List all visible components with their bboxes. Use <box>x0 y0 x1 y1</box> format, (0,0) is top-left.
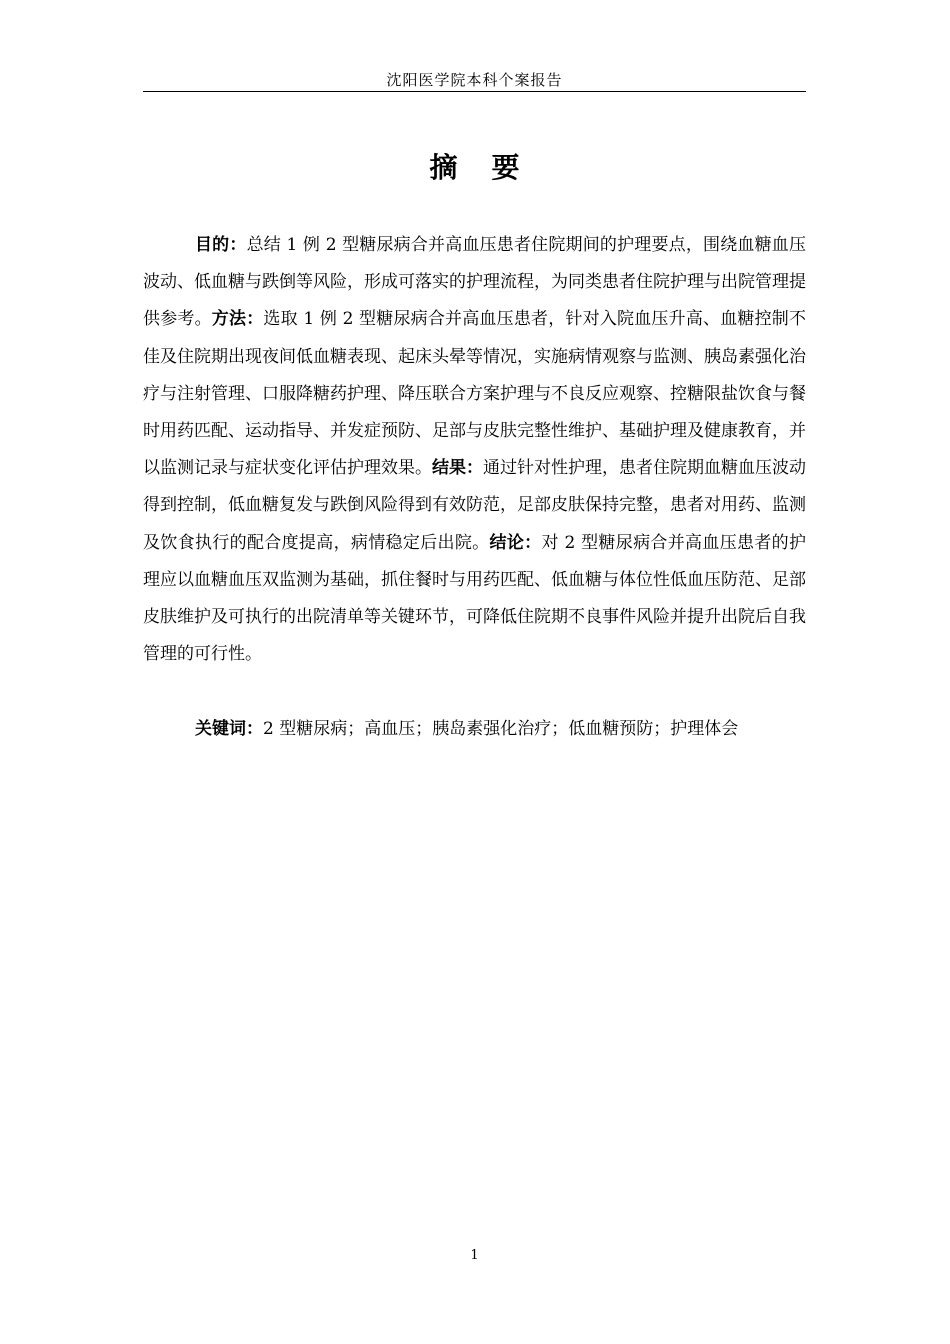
purpose-label: 目的： <box>195 235 247 255</box>
keywords-text: 2 型糖尿病；高血压；胰岛素强化治疗；低血糖预防；护理体会 <box>263 719 739 739</box>
result-label: 结果： <box>432 458 483 479</box>
method-label: 方法： <box>211 309 264 330</box>
header-divider <box>143 91 806 92</box>
method-text: 选取 1 例 2 型糖尿病合并高血压患者，针对入院血压升高、血糖控制不佳及住院期出现夜间低血糖表现、起床头晕等情况，实施病情观察与监测、胰岛素强化治疗与注射管理、口服降糖药护理、降压联合方案护理与不良反应观察、控糖限盐饮食与餐时用药匹配、运动指导、并发症预防、足部与皮肤完整性维护、基础护理及健康教育，并以监测记录与症状变化评估护理效果。 <box>143 309 807 479</box>
purpose-text: 总结 1 例 2 型糖尿病合并高血压患者住院期间的护理要点，围绕血糖血压波动、低血糖与跌倒等风险，形成可落实的护理流程，为同类患者住院护理与出院管理提供参考。 <box>143 235 806 330</box>
keywords-line <box>143 711 806 748</box>
abstract-title: 摘要 <box>429 151 554 184</box>
result-text: 通过针对性护理，患者住院期血糖血压波动得到控制，低血糖复发与跌倒风险得到有效防范，足部皮肤保持完整，患者对用药、监测及饮食执行的配合度提高，病情稳定后出院。 <box>143 458 806 553</box>
keywords-label: 关键词： <box>195 719 263 739</box>
abstract-body <box>143 227 806 673</box>
page-number: 1 <box>470 1248 479 1263</box>
conclusion-label: 结论： <box>489 532 542 553</box>
running-header: 沈阳医学院本科个案报告 <box>386 71 563 89</box>
conclusion-text: 对 2 型糖尿病合并高血压患者的护理应以血糖血压双监测为基础，抓住餐时与用药匹配、低血糖与体位性低血压防范、足部皮肤维护及可执行的出院清单等关键环节，可降低住院期不良事件风险并提升出院后自我管理的可行性。 <box>143 532 807 665</box>
